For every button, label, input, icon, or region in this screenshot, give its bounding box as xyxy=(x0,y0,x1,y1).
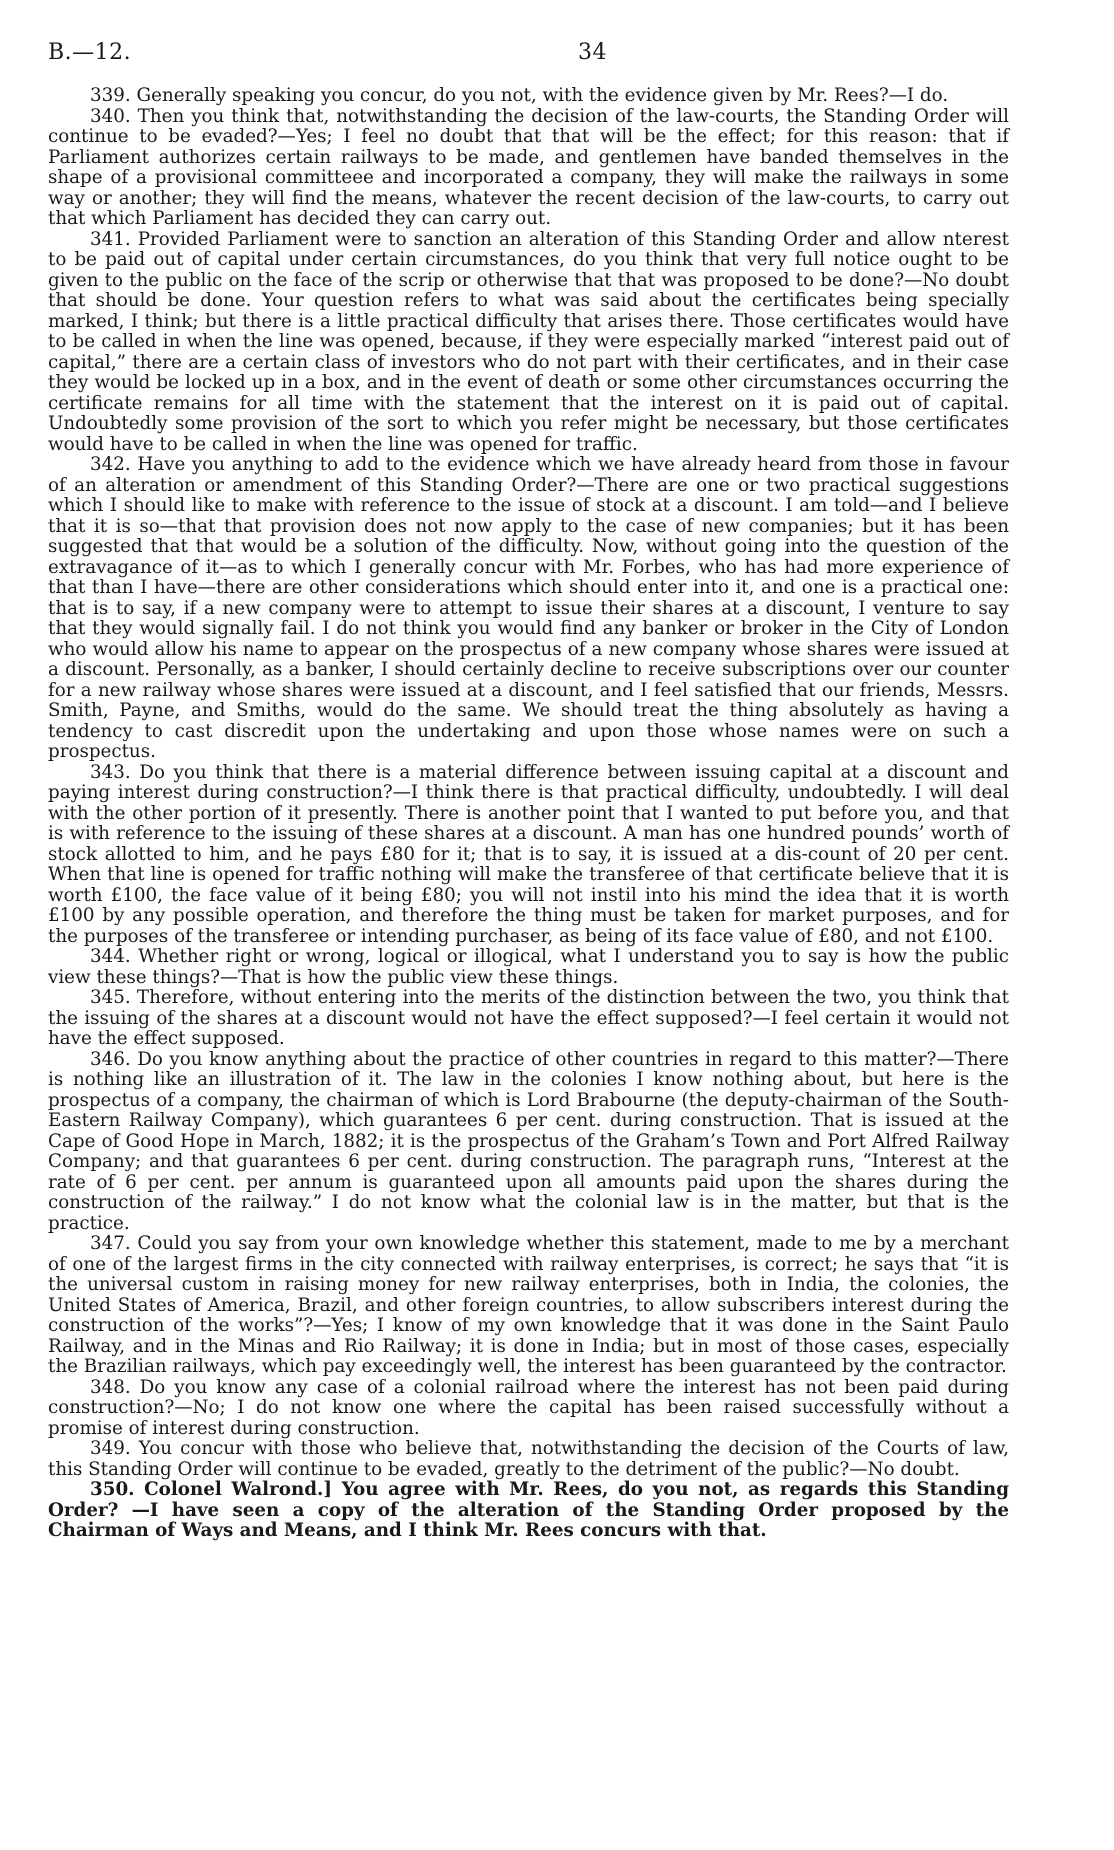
paragraph-350: 350. Colonel Walrond.] You agree with Mr. Rees, do you not, as regards this Standing Order? —I have seen a copy of the alteration of the Standing Order proposed by the Chairman of Ways and Means, and I think Mr. Rees concurs with that. xyxy=(48,1479,1009,1541)
document-body xyxy=(48,86,1009,1542)
paragraph-345: 345. Therefore, without entering into the merits of the distinction between the two, you think that the issuing of the shares at a discount would not have the effect supposed?—I feel certain it would not have the effect supposed. xyxy=(48,987,1009,1049)
page-number: 34 xyxy=(578,40,607,65)
paragraph-341: 341. Provided Parliament were to sanction an alteration of this Standing Order and allow nterest to be paid out of capital under certain circumstances, do you think that very full notice ought to be given to the public on the face of the scrip or otherwise that that was proposed to be done?—No doubt that should be done. Your question refers to what was said about the certificates being specially marked, I think; but there is a little practical difficulty that arises there. Those certificates would have to be called in when the line was opened, because, if they were especially marked “interest paid out of capital,” there are a certain class of investors who do not part with their certificates, and in their case they would be locked up in a box, and in the event of death or some other circumstances occurring the certificate remains for all time with the statement that the interest on it is paid out of capital. Undoubtedly some provision of the sort to which you refer might be necessary, but those certificates would have to be called in when the line was opened for traffic. xyxy=(48,228,1009,455)
paragraph-344: 344. Whether right or wrong, logical or illogical, what I understand you to say is how the public view these things?—That is how the public view these things. xyxy=(48,946,1009,988)
paragraph-342: 342. Have you anything to add to the evidence which we have already heard from those in favour of an alteration or amendment of this Standing Order?—There are one or two practical suggestions which I should like to make with reference to the issue of stock at a discount. I am told—and I believe that it is so—that that provision does not now apply to the case of new companies; but it has been suggested that that would be a solution of the difficulty. Now, without going into the question of the extravagance of it—as to which I generally concur with Mr. Forbes, who has had more experience of that than I have—there are other considerations which should enter into it, and one is a practical one: that is to say, if a new company were to attempt to issue their shares at a discount, I venture to say that they would signally fail. I do not think you would find any banker or broker in the City of London who would allow his name to appear on the prospectus of a new company whose shares were issued at a discount. Personally, as a banker, I should certainly decline to receive subscriptions over our counter for a new railway whose shares were issued at a discount, and I feel satisfied that our friends, Messrs. Smith, Payne, and Smiths, would do the same. We should treat the thing absolutely as having a tendency to cast discredit upon the undertaking and upon those whose names were on such a prospectus. xyxy=(48,454,1009,762)
paragraph-346: 346. Do you know anything about the practice of other countries in regard to this matter?—There is nothing like an illustration of it. The law in the colonies I know nothing about, but here is the prospectus of a company, the chairman of which is Lord Brabourne (the deputy-chairman of the South-Eastern Railway Company), which guarantees 6 per cent. during construction. That is issued at the Cape of Good Hope in March, 1882; it is the prospectus of the Graham’s Town and Port Alfred Railway Company; and that guarantees 6 per cent. during construction. The paragraph runs, “Interest at the rate of 6 per cent. per annum is guaranteed upon all amounts paid upon the shares during the construction of the railway.” I do not know what the colonial law is in the matter, but that is the practice. xyxy=(48,1048,1009,1234)
paragraph-340: 340. Then you think that, notwithstanding the decision of the law-courts, the Standing Order will continue to be evaded?—Yes; I feel no doubt that that will be the effect; for this reason: that if Parliament authorizes certain railways to be made, and gentlemen have banded themselves in the shape of a provisional committeee and incorporated a company, they will make the railways in some way or another; they will find the means, whatever the recent decision of the law-courts, to carry out that which Parliament has decided they can carry out. xyxy=(48,105,1009,229)
paragraph-339: 339. Generally speaking you concur, do you not, with the evidence given by Mr. Rees?—I do. xyxy=(90,85,949,106)
document-reference: B.—12. xyxy=(48,40,132,65)
paragraph-349: 349. You concur with those who believe that, notwithstanding the decision of the Courts of law, this Standing Order will continue to be evaded, greatly to the detriment of the public?—No doubt. xyxy=(48,1438,1009,1480)
paragraph-343: 343. Do you think that there is a material difference between issuing capital at a discount and paying interest during construction?—I think there is that practical difficulty, undoubtedly. I will deal with the other portion of it presently. There is another point that I wanted to put before you, and that is with reference to the issuing of these shares at a discount. A man has one hundred pounds’ worth of stock allotted to him, and he pays £80 for it; that is to say, it is issued at a dis-count of 20 per cent. When that line is opened for traffic nothing will make the transferee of that certificate believe that it is worth £100, the face value of it being £80; you will not instil into his mind the idea that it is worth £100 by any possible operation, and therefore the thing must be taken for market purposes, and for the purposes of the transferee or intending purchaser, as being of its face value of £80, and not £100. xyxy=(48,761,1009,947)
paragraph-348: 348. Do you know any case of a colonial railroad where the interest has not been paid during construction?—No; I do not know one where the capital has been raised successfully without a promise of interest during construction. xyxy=(48,1376,1009,1439)
paragraph-347: 347. Could you say from your own knowledge whether this statement, made to me by a merchant of one of the largest firms in the city connected with railway enterprises, is correct; he says that “it is the universal custom in raising money for new railway enterprises, both in India, the colonies, the United States of America, Brazil, and other foreign countries, to allow subscribers interest during the construction of the works”?—Yes; I know of my own knowledge that it was done in the Saint Paulo Railway, and in the Minas and Rio Railway; it is done in India; but in most of those cases, especially the Brazilian railways, which pay exceedingly well, the interest has been guaranteed by the contractor. xyxy=(48,1233,1009,1377)
page-header xyxy=(48,40,1009,78)
